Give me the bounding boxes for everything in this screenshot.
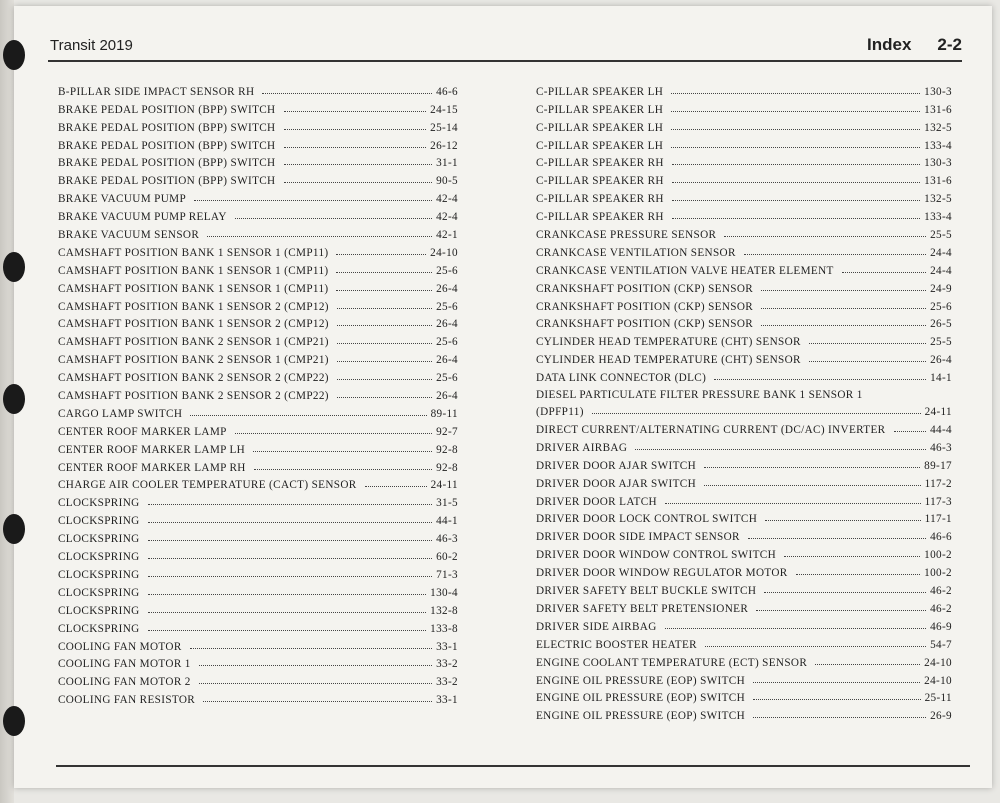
entry-page-ref: 132-5 — [924, 121, 952, 134]
dot-leader — [284, 182, 433, 183]
entry-page-ref: 46-3 — [930, 441, 952, 454]
entry-name: BRAKE PEDAL POSITION (BPP) SWITCH — [58, 175, 276, 188]
index-entry — [536, 169, 952, 187]
footer-rule — [56, 765, 970, 767]
index-entry — [536, 187, 952, 205]
dot-leader — [207, 236, 432, 237]
entry-name: CLOCKSPRING — [58, 497, 140, 510]
entry-name: DRIVER DOOR WINDOW REGULATOR MOTOR — [536, 567, 788, 580]
index-entry — [536, 241, 952, 259]
index-entry — [536, 152, 952, 170]
entry-page-ref: 117-2 — [924, 477, 952, 490]
entry-page-ref: 90-5 — [436, 175, 458, 188]
index-entry — [58, 259, 458, 277]
dot-leader — [671, 147, 920, 148]
entry-name: DATA LINK CONNECTOR (DLC) — [536, 372, 707, 385]
entry-name: DRIVER SAFETY BELT PRETENSIONER — [536, 602, 749, 615]
dot-leader — [724, 236, 926, 237]
entry-page-ref: 25-6 — [436, 372, 458, 385]
dot-leader — [203, 701, 432, 702]
entry-name: CLOCKSPRING — [58, 568, 140, 581]
entry-name: CAMSHAFT POSITION BANK 2 SENSOR 1 (CMP21) — [58, 354, 329, 367]
entry-page-ref: 31-1 — [436, 157, 458, 170]
dot-leader — [809, 361, 926, 362]
entry-name: CRANKSHAFT POSITION (CKP) SENSOR — [536, 282, 754, 295]
entry-page-ref: 24-10 — [924, 656, 952, 669]
dot-leader — [672, 182, 920, 183]
index-column-left — [58, 80, 458, 706]
dot-leader — [809, 343, 926, 344]
entry-page-ref: 133-4 — [924, 139, 952, 152]
entry-name: DRIVER DOOR WINDOW CONTROL SWITCH — [536, 549, 777, 562]
dot-leader — [262, 93, 432, 94]
entry-page-ref: 89-11 — [430, 407, 458, 420]
index-entry — [58, 599, 458, 617]
entry-page-ref: 24-10 — [430, 246, 458, 259]
entry-page-ref: 54-7 — [930, 638, 952, 651]
index-entry — [58, 402, 458, 420]
index-entry — [536, 116, 952, 134]
dot-leader — [254, 469, 432, 470]
dot-leader — [337, 325, 432, 326]
entry-page-ref: 25-6 — [436, 264, 458, 277]
dot-leader — [592, 413, 921, 414]
entry-name: BRAKE VACUUM SENSOR — [58, 229, 200, 242]
entry-page-ref: 44-1 — [436, 515, 458, 528]
index-entry — [536, 633, 952, 651]
entry-page-ref: 26-4 — [930, 354, 952, 367]
index-entry — [536, 436, 952, 454]
index-entry — [58, 670, 458, 688]
dot-leader — [337, 379, 432, 380]
entry-page-ref: 25-6 — [930, 300, 952, 313]
entry-page-ref: 24-4 — [930, 246, 952, 259]
dot-leader — [671, 129, 920, 130]
entry-name: CAMSHAFT POSITION BANK 1 SENSOR 1 (CMP11) — [58, 246, 329, 259]
index-entry — [536, 704, 952, 722]
index-entry — [58, 116, 458, 134]
entry-page-ref: 33-1 — [436, 640, 458, 653]
dot-leader — [761, 290, 926, 291]
entry-name: C-PILLAR SPEAKER LH — [536, 121, 664, 134]
dot-leader — [704, 485, 921, 486]
index-entry — [58, 688, 458, 706]
entry-page-ref: 46-2 — [930, 585, 952, 598]
entry-page-ref: 31-5 — [436, 497, 458, 510]
index-entry — [536, 651, 952, 669]
entry-name: CENTER ROOF MARKER LAMP RH — [58, 461, 246, 474]
index-entry — [58, 527, 458, 545]
entry-name: CLOCKSPRING — [58, 586, 140, 599]
entry-name: BRAKE VACUUM PUMP — [58, 193, 187, 206]
entry-name: CLOCKSPRING — [58, 533, 140, 546]
entry-page-ref: 26-4 — [436, 282, 458, 295]
entry-page-ref: 92-8 — [436, 461, 458, 474]
entry-name: BRAKE PEDAL POSITION (BPP) SWITCH — [58, 121, 276, 134]
entry-name: CENTER ROOF MARKER LAMP LH — [58, 443, 246, 456]
dot-leader — [744, 254, 926, 255]
entry-name: DIESEL PARTICULATE FILTER PRESSURE BANK 1 SENSOR 1 — [536, 389, 863, 402]
entry-name: C-PILLAR SPEAKER RH — [536, 211, 664, 224]
entry-name: CAMSHAFT POSITION BANK 1 SENSOR 1 (CMP11) — [58, 264, 329, 277]
index-entry — [536, 98, 952, 116]
document-title: Transit 2019 — [50, 37, 133, 54]
entry-page-ref: 100-2 — [924, 549, 952, 562]
entry-name: BRAKE PEDAL POSITION (BPP) SWITCH — [58, 139, 276, 152]
index-entry — [536, 543, 952, 561]
dot-leader — [671, 93, 920, 94]
entry-page-ref: 130-3 — [924, 85, 952, 98]
entry-name: CAMSHAFT POSITION BANK 1 SENSOR 1 (CMP11) — [58, 282, 329, 295]
entry-page-ref: 14-1 — [930, 372, 952, 385]
entry-name: C-PILLAR SPEAKER LH — [536, 103, 664, 116]
entry-name: CRANKSHAFT POSITION (CKP) SENSOR — [536, 318, 754, 331]
index-entry — [58, 277, 458, 295]
dot-leader — [365, 486, 427, 487]
index-entry — [58, 366, 458, 384]
dot-leader — [665, 503, 921, 504]
index-entry — [536, 472, 952, 490]
entry-name: BRAKE PEDAL POSITION (BPP) SWITCH — [58, 157, 276, 170]
index-entry — [536, 418, 952, 436]
index-entry — [58, 205, 458, 223]
index-entry — [58, 169, 458, 187]
index-entry — [58, 420, 458, 438]
entry-page-ref: 131-6 — [924, 175, 952, 188]
entry-page-ref: 92-7 — [436, 425, 458, 438]
index-entry — [536, 525, 952, 543]
dot-leader — [753, 699, 921, 700]
entry-page-ref: 46-2 — [930, 602, 952, 615]
index-entry — [536, 313, 952, 331]
entry-page-ref: 133-4 — [924, 211, 952, 224]
entry-page-ref: 46-3 — [436, 533, 458, 546]
index-entry — [536, 669, 952, 687]
entry-page-ref: 42-4 — [436, 193, 458, 206]
dot-leader — [284, 147, 427, 148]
dot-leader — [284, 164, 433, 165]
header-rule — [48, 60, 962, 62]
entry-page-ref: 25-14 — [430, 121, 458, 134]
index-entry — [58, 491, 458, 509]
index-entry — [536, 579, 952, 597]
index-entry — [58, 134, 458, 152]
entry-name: CHARGE AIR COOLER TEMPERATURE (CACT) SENSOR — [58, 479, 357, 492]
index-entry — [536, 330, 952, 348]
dot-leader — [199, 665, 432, 666]
entry-line — [536, 402, 952, 418]
index-entry — [58, 223, 458, 241]
index-entry — [536, 134, 952, 152]
dot-leader — [748, 538, 926, 539]
index-entry — [536, 490, 952, 508]
entry-page-ref: 117-3 — [924, 495, 952, 508]
entry-page-ref: 26-4 — [436, 354, 458, 367]
dot-leader — [190, 415, 426, 416]
index-entry — [536, 366, 952, 384]
index-entry — [58, 313, 458, 331]
index-entry — [536, 687, 952, 705]
dot-leader — [337, 397, 432, 398]
binder-hole — [3, 514, 25, 544]
entry-page-ref: 33-2 — [436, 658, 458, 671]
dot-leader — [796, 574, 921, 575]
entry-name: BRAKE VACUUM PUMP RELAY — [58, 211, 227, 224]
entry-name: CYLINDER HEAD TEMPERATURE (CHT) SENSOR — [536, 354, 801, 367]
entry-name: CLOCKSPRING — [58, 622, 140, 635]
dot-leader — [190, 648, 432, 649]
dot-leader — [336, 272, 432, 273]
binder-hole — [3, 706, 25, 736]
entry-page-ref: 25-5 — [930, 229, 952, 242]
dot-leader — [148, 522, 433, 523]
index-entry — [58, 509, 458, 527]
index-entry — [58, 474, 458, 492]
dot-leader — [284, 129, 427, 130]
index-entry — [58, 438, 458, 456]
entry-name: CENTER ROOF MARKER LAMP — [58, 425, 227, 438]
index-entry — [58, 187, 458, 205]
entry-page-ref: 25-11 — [924, 692, 952, 705]
entry-page-ref: 44-4 — [930, 424, 952, 437]
index-entry — [536, 615, 952, 633]
entry-name: CAMSHAFT POSITION BANK 2 SENSOR 2 (CMP22) — [58, 390, 329, 403]
entry-name: COOLING FAN MOTOR 1 — [58, 658, 191, 671]
entry-name: CARGO LAMP SWITCH — [58, 407, 183, 420]
entry-name: DRIVER DOOR SIDE IMPACT SENSOR — [536, 531, 740, 544]
dot-leader — [672, 218, 920, 219]
dot-leader — [753, 682, 920, 683]
dot-leader — [194, 200, 432, 201]
index-entry — [536, 205, 952, 223]
entry-page-ref: 26-12 — [430, 139, 458, 152]
entry-name: C-PILLAR SPEAKER RH — [536, 157, 664, 170]
index-entry — [58, 545, 458, 563]
index-entry — [58, 241, 458, 259]
index-entry — [58, 653, 458, 671]
section-name: Index — [867, 35, 912, 54]
index-entry — [58, 617, 458, 635]
index-entry — [536, 454, 952, 472]
index-entry — [58, 295, 458, 313]
dot-leader — [336, 290, 432, 291]
index-entry — [536, 259, 952, 277]
entry-name: DRIVER DOOR AJAR SWITCH — [536, 459, 697, 472]
entry-name: CAMSHAFT POSITION BANK 2 SENSOR 2 (CMP22) — [58, 372, 329, 385]
dot-leader — [336, 254, 426, 255]
index-entry — [58, 330, 458, 348]
entry-name: ENGINE OIL PRESSURE (EOP) SWITCH — [536, 710, 746, 723]
entry-page-ref: 24-4 — [930, 264, 952, 277]
entry-name: DRIVER DOOR AJAR SWITCH — [536, 477, 697, 490]
entry-name: CRANKCASE PRESSURE SENSOR — [536, 229, 717, 242]
index-entry — [58, 348, 458, 366]
entry-page-ref: 131-6 — [924, 103, 952, 116]
entry-page-ref: 130-4 — [430, 586, 458, 599]
index-entry — [58, 456, 458, 474]
entry-name: DRIVER DOOR LATCH — [536, 495, 657, 508]
entry-name: C-PILLAR SPEAKER LH — [536, 139, 664, 152]
dot-leader — [753, 717, 926, 718]
index-entry — [58, 80, 458, 98]
entry-name: DIRECT CURRENT/ALTERNATING CURRENT (DC/AC) INVERTER — [536, 424, 886, 437]
entry-page-ref: 24-10 — [924, 674, 952, 687]
entry-page-ref: 33-2 — [436, 676, 458, 689]
dot-leader — [337, 361, 432, 362]
index-entry — [58, 635, 458, 653]
entry-page-ref: 71-3 — [436, 568, 458, 581]
entry-page-ref: 46-6 — [436, 85, 458, 98]
dot-leader — [148, 630, 427, 631]
dot-leader — [672, 200, 920, 201]
entry-name: CLOCKSPRING — [58, 515, 140, 528]
entry-name: C-PILLAR SPEAKER LH — [536, 85, 664, 98]
index-entry — [536, 561, 952, 579]
dot-leader — [761, 308, 926, 309]
entry-page-ref: 92-8 — [436, 443, 458, 456]
entry-page-ref: 42-4 — [436, 211, 458, 224]
index-entry — [58, 384, 458, 402]
entry-page-ref: 26-5 — [930, 318, 952, 331]
entry-name: ELECTRIC BOOSTER HEATER — [536, 638, 697, 651]
dot-leader — [894, 431, 927, 432]
index-entry — [536, 295, 952, 313]
dot-leader — [148, 576, 433, 577]
entry-name: CYLINDER HEAD TEMPERATURE (CHT) SENSOR — [536, 336, 801, 349]
index-entry — [536, 223, 952, 241]
index-column-right — [536, 80, 952, 722]
index-entry — [536, 348, 952, 366]
entry-page-ref: 132-5 — [924, 193, 952, 206]
entry-name-continued: (DPFP11) — [536, 406, 584, 419]
entry-name: ENGINE OIL PRESSURE (EOP) SWITCH — [536, 692, 746, 705]
entry-name: ENGINE OIL PRESSURE (EOP) SWITCH — [536, 674, 746, 687]
entry-page-ref: 60-2 — [436, 551, 458, 564]
entry-name: C-PILLAR SPEAKER RH — [536, 175, 664, 188]
entry-page-ref: 25-6 — [436, 300, 458, 313]
entry-name: CRANKSHAFT POSITION (CKP) SENSOR — [536, 300, 754, 313]
entry-name: DRIVER SIDE AIRBAG — [536, 620, 657, 633]
dot-leader — [815, 664, 920, 665]
entry-page-ref: 25-5 — [930, 336, 952, 349]
entry-name: B-PILLAR SIDE IMPACT SENSOR RH — [58, 85, 255, 98]
dot-leader — [756, 610, 926, 611]
dot-leader — [253, 451, 432, 452]
dot-leader — [148, 540, 433, 541]
entry-name: DRIVER AIRBAG — [536, 441, 628, 454]
index-entry — [536, 384, 952, 418]
entry-page-ref: 24-11 — [924, 406, 952, 419]
dot-leader — [665, 628, 926, 629]
entry-page-ref: 89-17 — [924, 459, 952, 472]
dot-leader — [199, 683, 432, 684]
binder-hole — [3, 252, 25, 282]
binder-hole — [3, 384, 25, 414]
dot-leader — [337, 308, 432, 309]
entry-name: COOLING FAN RESISTOR — [58, 694, 196, 707]
index-entry — [58, 98, 458, 116]
index-entry — [536, 508, 952, 526]
dot-leader — [705, 646, 926, 647]
index-entry — [536, 80, 952, 98]
entry-name: BRAKE PEDAL POSITION (BPP) SWITCH — [58, 103, 276, 116]
entry-name: CAMSHAFT POSITION BANK 1 SENSOR 2 (CMP12) — [58, 318, 329, 331]
entry-page-ref: 24-15 — [430, 103, 458, 116]
index-entry — [58, 581, 458, 599]
index-entry — [536, 597, 952, 615]
entry-page-ref: 133-8 — [430, 622, 458, 635]
page-number: 2-2 — [937, 35, 962, 54]
entry-page-ref: 46-9 — [930, 620, 952, 633]
binder-hole — [3, 40, 25, 70]
dot-leader — [148, 558, 433, 559]
entry-name: COOLING FAN MOTOR 2 — [58, 676, 191, 689]
entry-name: CAMSHAFT POSITION BANK 1 SENSOR 2 (CMP12) — [58, 300, 329, 313]
dot-leader — [784, 556, 920, 557]
entry-page-ref: 24-9 — [930, 282, 952, 295]
dot-leader — [704, 467, 920, 468]
section-heading — [867, 35, 962, 55]
entry-page-ref: 117-1 — [924, 513, 952, 526]
index-entry — [536, 277, 952, 295]
dot-leader — [672, 164, 920, 165]
entry-name: CAMSHAFT POSITION BANK 2 SENSOR 1 (CMP21) — [58, 336, 329, 349]
dot-leader — [765, 520, 920, 521]
entry-page-ref: 25-6 — [436, 336, 458, 349]
dot-leader — [235, 218, 432, 219]
entry-name: ENGINE COOLANT TEMPERATURE (ECT) SENSOR — [536, 656, 808, 669]
dot-leader — [761, 325, 926, 326]
entry-page-ref: 42-1 — [436, 229, 458, 242]
entry-page-ref: 26-4 — [436, 318, 458, 331]
dot-leader — [148, 594, 427, 595]
dot-leader — [635, 449, 926, 450]
index-entry — [58, 152, 458, 170]
dot-leader — [764, 592, 926, 593]
entry-name: CRANKCASE VENTILATION SENSOR — [536, 246, 736, 259]
dot-leader — [337, 343, 432, 344]
entry-name: DRIVER DOOR LOCK CONTROL SWITCH — [536, 513, 758, 526]
dot-leader — [148, 612, 427, 613]
entry-page-ref: 26-9 — [930, 710, 952, 723]
entry-page-ref: 46-6 — [930, 531, 952, 544]
entry-name: COOLING FAN MOTOR — [58, 640, 182, 653]
entry-page-ref: 130-3 — [924, 157, 952, 170]
dot-leader — [235, 433, 432, 434]
entry-page-ref: 24-11 — [430, 479, 458, 492]
entry-page-ref: 100-2 — [924, 567, 952, 580]
dot-leader — [842, 272, 926, 273]
entry-page-ref: 132-8 — [430, 604, 458, 617]
entry-name: CRANKCASE VENTILATION VALVE HEATER ELEMENT — [536, 264, 834, 277]
entry-page-ref: 26-4 — [436, 390, 458, 403]
entry-name: CLOCKSPRING — [58, 551, 140, 564]
index-entry — [58, 563, 458, 581]
entry-name: DRIVER SAFETY BELT BUCKLE SWITCH — [536, 585, 757, 598]
entry-page-ref: 33-1 — [436, 694, 458, 707]
dot-leader — [148, 504, 433, 505]
entry-name: CLOCKSPRING — [58, 604, 140, 617]
dot-leader — [671, 111, 920, 112]
dot-leader — [714, 379, 926, 380]
dot-leader — [284, 111, 427, 112]
entry-name: C-PILLAR SPEAKER RH — [536, 193, 664, 206]
